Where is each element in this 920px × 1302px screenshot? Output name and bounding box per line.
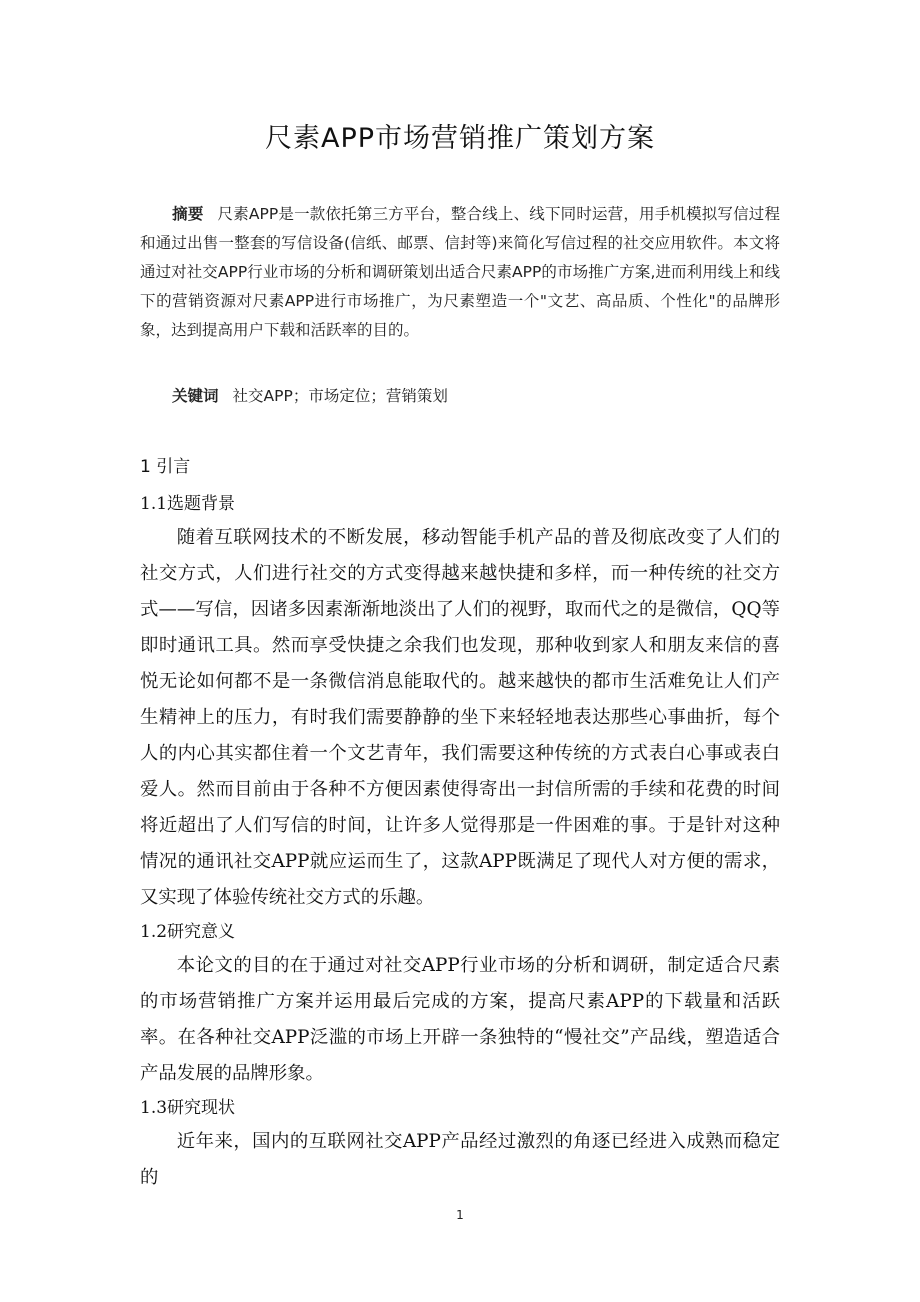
subsection-heading-status: 1.3研究现状 bbox=[140, 1098, 236, 1118]
page-number: 1 bbox=[456, 1208, 464, 1222]
document-title: 尺素APP市场营销推广策划方案 bbox=[264, 123, 656, 154]
abstract-text: 尺素APP是一款依托第三方平台，整合线上、线下同时运营，用手机模拟写信过程和通过出售一整套的写信设备(信纸、邮票、信封等)来简化写信过程的社交应用软件。本文将通过对社交APP行业市场的分析和调研策划出适合尺素APP的市场推广方案,进而利用线上和线下的营销资源对尺素APP进行市场推广，为尺素塑造一个"文艺、高品质、个性化"的品牌形象，达到提高用户下载和活跃率的目的。 bbox=[140, 205, 780, 339]
abstract-label: 摘要 bbox=[172, 205, 204, 223]
paragraph-background: 随着互联网技术的不断发展，移动智能手机产品的普及彻底改变了人们的社交方式，人们进行社交的方式变得越来越快捷和多样，而一种传统的社交方式——写信，因诸多因素渐渐地淡出了人们的视野，取而代之的是微信，QQ等即时通讯工具。然而享受快捷之余我们也发现，那种收到家人和朋友来信的喜悦无论如何都不是一条微信消息能取代的。越来越快的都市生活难免让人们产生精神上的压力，有时我们需要静静的坐下来轻轻地表达那些心事曲折，每个人的内心其实都住着一个文艺青年，我们需要这种传统的方式表白心事或表白爱人。然而目前由于各种不方便因素使得寄出一封信所需的手续和花费的时间将近超出了人们写信的时间，让许多人觉得那是一件困难的事。于是针对这种情况的通讯社交APP就应运而生了，这款APP既满足了现代人对方便的需求，又实现了体验传统社交方式的乐趣。 bbox=[140, 527, 780, 908]
abstract-block bbox=[140, 200, 780, 345]
body-section bbox=[140, 452, 780, 1196]
keywords-label: 关键词 bbox=[172, 387, 219, 405]
paragraph-status: 近年来，国内的互联网社交APP产品经过激烈的角逐已经进入成熟而稳定的 bbox=[140, 1131, 780, 1188]
section-heading-introduction: 1 引言 bbox=[140, 457, 191, 477]
subsection-heading-significance: 1.2研究意义 bbox=[140, 922, 236, 942]
paragraph-significance: 本论文的目的在于通过对社交APP行业市场的分析和调研，制定适合尺素的市场营销推广方案并运用最后完成的方案，提高尺素APP的下载量和活跃率。在各种社交APP泛滥的市场上开辟一条独特的“慢社交”产品线，塑造适合产品发展的品牌形象。 bbox=[140, 955, 780, 1084]
subsection-heading-background: 1.1选题背景 bbox=[140, 494, 236, 514]
keywords-block bbox=[172, 382, 448, 411]
keywords-text: 社交APP；市场定位；营销策划 bbox=[232, 387, 448, 405]
